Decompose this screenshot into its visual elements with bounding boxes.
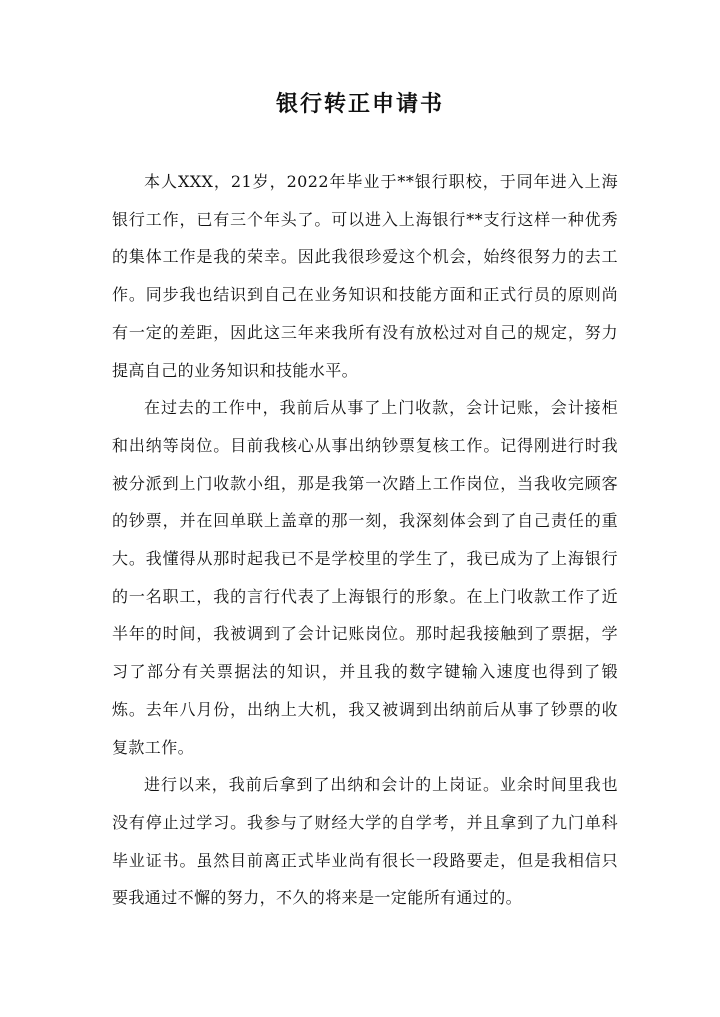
paragraph-work-history: 在过去的工作中，我前后从事了上门收款，会计记账，会计接柜和出纳等岗位。目前我核心从事出纳钞票复核工作。记得刚进行时我被分派到上门收款小组，那是我第一次踏上工作岗位，当我收完顾客的钞票，并在回单联上盖章的那一刻，我深刻体会到了自己责任的重大。我懂得从那时起我已不是学校里的学生了，我已成为了上海银行的一名职工，我的言行代表了上海银行的形象。在上门收款工作了近半年的时间，我被调到了会计记账岗位。那时起我接触到了票据，学习了部分有关票据法的知识，并且我的数字键输入速度也得到了锻炼。去年八月份，出纳上大机，我又被调到出纳前后从事了钞票的收复款工作。 — [112, 398, 618, 757]
document-title: 银行转正申请书 — [275, 91, 444, 117]
paragraph-intro: 本人XXX，21岁，2022年毕业于**银行职校，于同年进入上海银行工作，已有三个年头了。可以进入上海银行**支行这样一种优秀的集体工作是我的荣幸。因此我很珍爱这个机会，始终很努力的去工作。同步我也结识到自己在业务知识和技能方面和正式行员的原则尚有一定的差距，因此这三年来我所有没有放松过对自己的规定，努力提高自己的业务知识和技能水平。 — [112, 172, 618, 380]
paragraph-study: 进行以来，我前后拿到了出纳和会计的上岗证。业余时间里我也没有停止过学习。我参与了财经大学的自学考，并且拿到了九门单科毕业证书。虽然目前离正式毕业尚有很长一段路要走，但是我相信只要我通过不懈的努力，不久的将来是一定能所有通过的。 — [112, 775, 618, 908]
document-body — [112, 163, 618, 917]
